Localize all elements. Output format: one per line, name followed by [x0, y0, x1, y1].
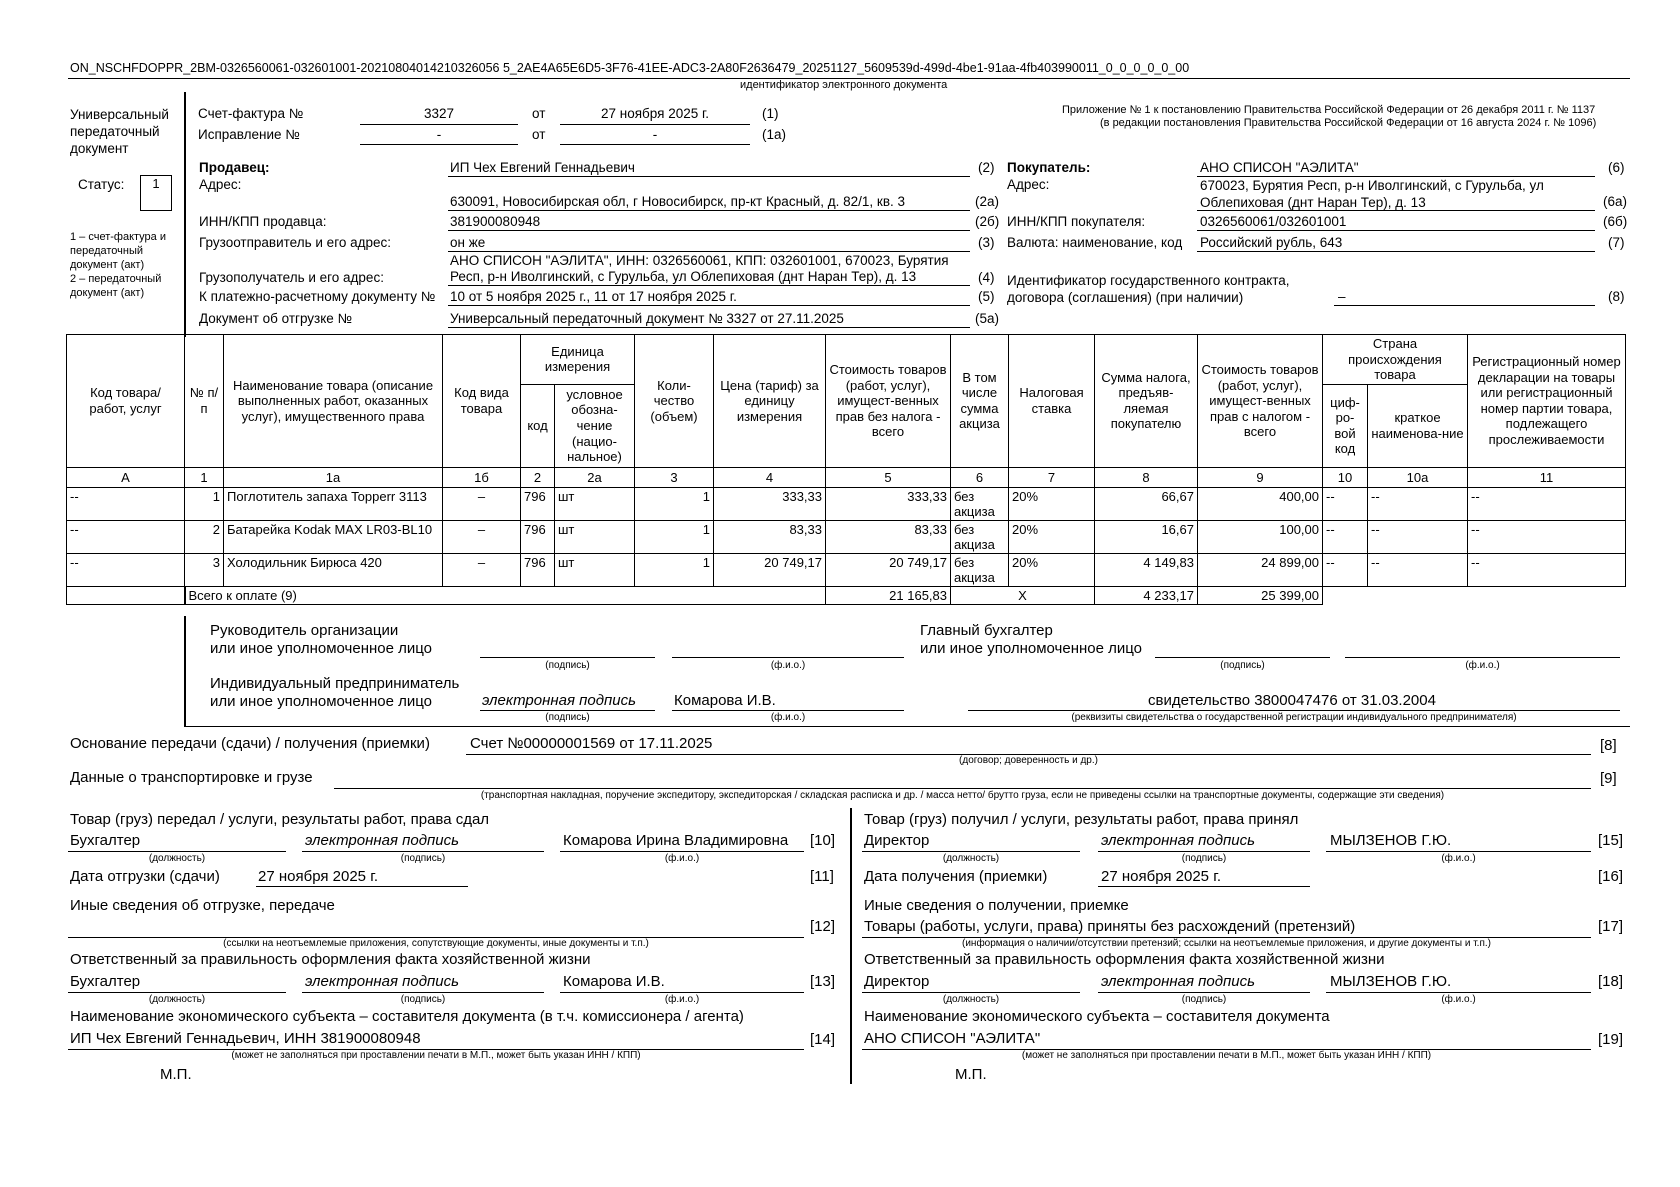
- total-x: X: [951, 586, 1095, 604]
- th-unit: Единица измерения: [521, 335, 635, 385]
- table-row: [67, 487, 1626, 520]
- cell-num: 2: [185, 520, 224, 553]
- transport-code: [9]: [1600, 770, 1617, 787]
- right-entity-hint: (может не заполняться при проставлении печати в М.П., может быть указан ИНН / КПП): [1021, 1050, 1432, 1061]
- other-shipment-label: Иные сведения об отгрузке, передаче: [70, 897, 335, 914]
- th-reg: Регистрационный номер декларации на товары или регистрационный номер партии товара, подлежащего прослеживаемости: [1468, 335, 1626, 468]
- ip-signature: электронная подпись: [482, 692, 637, 709]
- cell-unit-name: шт: [555, 553, 635, 586]
- correction-number: -: [436, 127, 442, 142]
- cell-code: --: [67, 553, 185, 586]
- col-number: 1а: [224, 467, 443, 487]
- buyer-address-label: Адрес:: [1007, 177, 1050, 192]
- seller-inn-label: ИНН/КПП продавца:: [199, 214, 327, 229]
- total-row: [67, 586, 1626, 604]
- left-responsible-position: Бухгалтер: [70, 973, 141, 990]
- left-resp-fio-hint: (ф.и.о.): [664, 994, 700, 1005]
- right-resp-position-hint: (должность): [942, 994, 1000, 1005]
- col-number: 4: [714, 467, 826, 487]
- col-number: 10а: [1368, 467, 1468, 487]
- cell-excise: без акциза: [951, 487, 1009, 520]
- right-responsible-label: Ответственный за правильность оформления факта хозяйственной жизни: [864, 951, 1385, 968]
- ip-fio-hint: (ф.и.о.): [770, 712, 806, 723]
- cell-tax: 66,67: [1095, 487, 1198, 520]
- head-sign-hint: (подпись): [545, 660, 590, 671]
- cell-cost: 20 749,17: [826, 553, 951, 586]
- th-unit-name: условное обозна-чение (нацио-нальное): [555, 384, 635, 467]
- receive-date: 27 ноября 2025 г.: [1101, 868, 1221, 885]
- receive-signature: электронная подпись: [1101, 832, 1256, 849]
- cell-kind: –: [443, 553, 521, 586]
- document-type: Универсальный передаточный документ: [70, 107, 169, 156]
- head-fio-hint: (ф.и.о.): [770, 660, 806, 671]
- col-number: 2: [521, 467, 555, 487]
- other-receive-hint: (информация о наличии/отсутствии претензий; ссылки на неотъемлемые приложения, и другие документы и т.п.): [962, 938, 1491, 949]
- cell-total: 400,00: [1198, 487, 1323, 520]
- other-receive-label: Иные сведения о получении, приемке: [864, 897, 1129, 914]
- document-id: ON_NSCHFDOPPR_2BM-0326560061-032601001-20210804014210326056 5_2AE4A65E6D5-3F76-41EE-ADC3-2A80F2636479_20251127_5609539d-499d-4be1-91aa-4fb403990011_0_0_0_0_0_00: [70, 61, 1190, 75]
- transfer-title: Товар (груз) передал / услуги, результаты работ, права сдал: [70, 811, 490, 828]
- col-number: 11: [1468, 467, 1626, 487]
- cell-unit-code: 796: [521, 487, 555, 520]
- code-11: [11]: [810, 868, 834, 885]
- buyer-address-code: (6а): [1603, 194, 1628, 209]
- seller-name-code: (2): [978, 160, 995, 175]
- shipment-doc-code: (5а): [975, 311, 1000, 326]
- col-number: 7: [1009, 467, 1095, 487]
- basis-label: Основание передачи (сдачи) / получения (приемки): [70, 735, 430, 752]
- ip-certificate-hint: (реквизиты свидетельства о государственной регистрации индивидуального предпринимателя): [1071, 712, 1517, 723]
- left-stamp-place: М.П.: [160, 1066, 192, 1083]
- cell-unit-code: 796: [521, 553, 555, 586]
- cell-unit-name: шт: [555, 520, 635, 553]
- col-number: 5: [826, 467, 951, 487]
- cell-cost: 83,33: [826, 520, 951, 553]
- appendix-line-1: Приложение № 1 к постановлению Правительства Российской Федерации от 26 декабря 2011 г. № 1137: [1062, 104, 1596, 116]
- left-responsible-signature: электронная подпись: [305, 973, 460, 990]
- correction-date: -: [652, 127, 658, 142]
- cell-kind: –: [443, 487, 521, 520]
- receive-position: Директор: [864, 832, 930, 849]
- buyer-inn-label: ИНН/КПП покупателя:: [1007, 214, 1146, 229]
- buyer-name: АНО СПИСОН "АЭЛИТА": [1200, 160, 1359, 175]
- seller-title: Продавец:: [199, 160, 270, 175]
- code-17: [17]: [1598, 918, 1624, 935]
- head-label: Руководитель организации или иное уполномоченное лицо: [210, 622, 433, 657]
- code-12: [12]: [810, 918, 836, 935]
- correction-code: (1а): [762, 127, 787, 142]
- code-15: [15]: [1598, 832, 1624, 849]
- buyer-address: 670023, Бурятия Респ, р-н Иволгинский, с Гурульба, ул Облепиховая (днт Наран Тер), д. 13: [1200, 178, 1544, 210]
- cell-rate: 20%: [1009, 520, 1095, 553]
- cell-cost: 333,33: [826, 487, 951, 520]
- code-18: [18]: [1598, 973, 1624, 990]
- th-excise: В том числе сумма акциза: [951, 335, 1009, 468]
- cell-unit-code: 796: [521, 520, 555, 553]
- seller-address: 630091, Новосибирская обл, г Новосибирск, пр-кт Красный, д. 82/1, кв. 3: [450, 194, 906, 209]
- shipper-label: Грузоотправитель и его адрес:: [199, 235, 391, 250]
- cell-reg: --: [1468, 487, 1626, 520]
- payment-doc-value: 10 от 5 ноября 2025 г., 11 от 17 ноября 2025 г.: [450, 289, 737, 304]
- th-tax: Сумма налога, предъяв-ляемая покупателю: [1095, 335, 1198, 468]
- code-14: [14]: [810, 1031, 836, 1048]
- cell-qty: 1: [635, 553, 714, 586]
- transfer-signature: электронная подпись: [305, 832, 460, 849]
- ip-label: Индивидуальный предприниматель или иное уполномоченное лицо: [210, 675, 460, 710]
- currency-label: Валюта: наименование, код: [1007, 235, 1183, 250]
- transfer-position: Бухгалтер: [70, 832, 141, 849]
- transport-hint: (транспортная накладная, поручение экспедитору, экспедиторская / складская расписка и др. / масса нетто/ брутто груза, если не приведены ссылки на транспортные документы, содержащие эти сведения): [480, 790, 1445, 801]
- cell-code: --: [67, 487, 185, 520]
- right-entity-label: Наименование экономического субъекта – составителя документа: [864, 1008, 1330, 1025]
- transfer-position-hint: (должность): [148, 853, 206, 864]
- cell-excise: без акциза: [951, 520, 1009, 553]
- cell-kind: –: [443, 520, 521, 553]
- receive-title: Товар (груз) получил / услуги, результаты работ, права принял: [864, 811, 1299, 828]
- transfer-fio: Комарова Ирина Владимировна: [563, 832, 789, 849]
- cell-num: 1: [185, 487, 224, 520]
- right-responsible-signature: электронная подпись: [1101, 973, 1256, 990]
- seller-address-label: Адрес:: [199, 177, 242, 192]
- th-unit-code: код: [521, 384, 555, 467]
- cell-rate: 20%: [1009, 487, 1095, 520]
- ip-certificate: свидетельство 3800047476 от 31.03.2004: [1148, 692, 1436, 709]
- accountant-sign-hint: (подпись): [1220, 660, 1265, 671]
- cell-name: Батарейка Kodak MAX LR03-BL10: [224, 520, 443, 553]
- cell-total: 24 899,00: [1198, 553, 1323, 586]
- receive-sign-hint: (подпись): [1181, 853, 1227, 864]
- receive-position-hint: (должность): [942, 853, 1000, 864]
- col-number: 9: [1198, 467, 1323, 487]
- contract-value: –: [1338, 289, 1346, 304]
- currency-value: Российский рубль, 643: [1200, 235, 1343, 250]
- cell-country-name: --: [1368, 520, 1468, 553]
- other-shipment-hint: (ссылки на неотъемлемые приложения, сопутствующие документы, иные документы и т.п.): [223, 938, 649, 949]
- goods-table: [66, 334, 1626, 605]
- right-resp-fio-hint: (ф.и.о.): [1441, 994, 1476, 1005]
- table-row: [67, 520, 1626, 553]
- shipment-date: 27 ноября 2025 г.: [258, 868, 378, 885]
- status-label: Статус:: [78, 177, 125, 192]
- document-id-caption: идентификатор электронного документа: [740, 79, 948, 91]
- cell-country-name: --: [1368, 487, 1468, 520]
- cell-country-code: --: [1323, 553, 1368, 586]
- left-entity-hint: (может не заполняться при проставлении печати в М.П., может быть указан ИНН / КПП): [231, 1050, 641, 1061]
- seller-inn: 381900080948: [450, 214, 541, 229]
- contract-label: Идентификатор государственного контракта, договора (соглашения) (при наличии): [1007, 273, 1290, 305]
- ip-fio: Комарова И.В.: [674, 692, 776, 709]
- appendix-line-2: (в редакции постановления Правительства Российской Федерации от 16 августа 2024 г. № 1096): [1100, 117, 1597, 129]
- consignee-code: (4): [978, 270, 995, 285]
- basis-value: Счет №00000001569 от 17.11.2025: [470, 735, 713, 752]
- total-cost: 21 165,83: [826, 586, 951, 604]
- code-16: [16]: [1598, 868, 1624, 885]
- cell-code: --: [67, 520, 185, 553]
- receive-fio-hint: (ф.и.о.): [1441, 853, 1476, 864]
- code-10: [10]: [810, 832, 836, 849]
- total-label: Всего к оплате (9): [185, 586, 826, 604]
- right-entity: АНО СПИСОН "АЭЛИТА": [864, 1030, 1041, 1047]
- cell-reg: --: [1468, 553, 1626, 586]
- col-number: 1: [185, 467, 224, 487]
- invoice-code: (1): [762, 106, 779, 121]
- cell-tax: 16,67: [1095, 520, 1198, 553]
- cell-rate: 20%: [1009, 553, 1095, 586]
- seller-inn-code: (2б): [975, 214, 1000, 229]
- receive-date-label: Дата получения (приемки): [864, 868, 1048, 885]
- buyer-inn-code: (6б): [1603, 214, 1628, 229]
- shipper-value: он же: [450, 235, 486, 250]
- th-code: Код товара/ работ, услуг: [67, 335, 185, 468]
- right-resp-sign-hint: (подпись): [1181, 994, 1227, 1005]
- left-resp-sign-hint: (подпись): [400, 994, 446, 1005]
- cell-price: 83,33: [714, 520, 826, 553]
- th-num: № п/п: [185, 335, 224, 468]
- cell-excise: без акциза: [951, 553, 1009, 586]
- shipment-date-label: Дата отгрузки (сдачи): [70, 868, 220, 885]
- cell-total: 100,00: [1198, 520, 1323, 553]
- col-number: 8: [1095, 467, 1198, 487]
- cell-reg: --: [1468, 520, 1626, 553]
- seller-address-code: (2а): [975, 194, 1000, 209]
- col-number: 10: [1323, 467, 1368, 487]
- cell-country-code: --: [1323, 520, 1368, 553]
- shipper-code: (3): [978, 235, 995, 250]
- right-responsible-fio: МЫЛЗЕНОВ Г.Ю.: [1330, 973, 1452, 990]
- shipment-doc-label: Документ об отгрузке №: [199, 311, 353, 326]
- th-cost: Стоимость товаров (работ, услуг), имущест-венных прав без налога - всего: [826, 335, 951, 468]
- right-responsible-position: Директор: [864, 973, 930, 990]
- total-tax: 4 233,17: [1095, 586, 1198, 604]
- table-row: [67, 553, 1626, 586]
- cell-num: 3: [185, 553, 224, 586]
- status-box: 1: [140, 175, 172, 211]
- invoice-label: Счет-фактура №: [198, 106, 304, 121]
- currency-code: (7): [1608, 235, 1625, 250]
- cell-tax: 4 149,83: [1095, 553, 1198, 586]
- cell-qty: 1: [635, 520, 714, 553]
- cell-unit-name: шт: [555, 487, 635, 520]
- th-qty: Коли-чество (объем): [635, 335, 714, 468]
- receive-fio: МЫЛЗЕНОВ Г.Ю.: [1330, 832, 1452, 849]
- th-country-code: циф-ро-вой код: [1323, 384, 1368, 467]
- ip-sign-hint: (подпись): [545, 712, 590, 723]
- invoice-date: 27 ноября 2025 г.: [601, 106, 709, 121]
- other-receive-value: Товары (работы, услуги, права) приняты без расхождений (претензий): [864, 918, 1356, 935]
- left-entity: ИП Чех Евгений Геннадьевич, ИНН 381900080948: [70, 1030, 421, 1047]
- left-entity-label: Наименование экономического субъекта – составителя документа (в т.ч. комиссионера / агента): [70, 1008, 744, 1025]
- code-13: [13]: [810, 973, 836, 990]
- col-number: А: [67, 467, 185, 487]
- col-number: 3: [635, 467, 714, 487]
- cell-country-code: --: [1323, 487, 1368, 520]
- buyer-title: Покупатель:: [1007, 160, 1091, 175]
- payment-doc-code: (5): [978, 289, 995, 304]
- left-resp-position-hint: (должность): [148, 994, 206, 1005]
- cell-name: Поглотитель запаха Topperr 3113: [224, 487, 443, 520]
- correction-label: Исправление №: [198, 127, 300, 142]
- col-number: 6: [951, 467, 1009, 487]
- cell-price: 20 749,17: [714, 553, 826, 586]
- code-19: [19]: [1598, 1031, 1624, 1048]
- cell-name: Холодильник Бирюса 420: [224, 553, 443, 586]
- invoice-from: от: [532, 106, 546, 121]
- contract-code: (8): [1608, 289, 1625, 304]
- buyer-name-code: (6): [1608, 160, 1625, 175]
- th-total: Стоимость товаров (работ, услуг), имущест-венных прав с налогом - всего: [1198, 335, 1323, 468]
- col-number: 1б: [443, 467, 521, 487]
- cell-qty: 1: [635, 487, 714, 520]
- consignee-value: АНО СПИСОН "АЭЛИТА", ИНН: 0326560061, КПП: 032601001, 670023, Бурятия Респ, р-н Иволгинский, с Гурульба, ул Облепиховая (днт Наран Тер), д. 13: [450, 253, 949, 284]
- buyer-inn: 0326560061/032601001: [1200, 214, 1347, 229]
- left-responsible-fio: Комарова И.В.: [563, 973, 665, 990]
- basis-code: [8]: [1600, 737, 1617, 754]
- cell-price: 333,33: [714, 487, 826, 520]
- transfer-fio-hint: (ф.и.о.): [664, 853, 700, 864]
- chief-accountant-label: Главный бухгалтер или иное уполномоченное лицо: [920, 622, 1143, 657]
- column-numbers-row: [67, 467, 1626, 487]
- shipment-doc-value: Универсальный передаточный документ № 3327 от 27.11.2025: [450, 311, 844, 326]
- th-kind: Код вида товара: [443, 335, 521, 468]
- left-responsible-label: Ответственный за правильность оформления факта хозяйственной жизни: [70, 951, 591, 968]
- th-rate: Налоговая ставка: [1009, 335, 1095, 468]
- transfer-sign-hint: (подпись): [400, 853, 446, 864]
- th-name: Наименование товара (описание выполненных работ, оказанных услуг), имущественного права: [224, 335, 443, 468]
- invoice-number: 3327: [423, 106, 455, 121]
- status-note: 1 – счет-фактура и передаточный документ (акт) 2 – передаточный документ (акт): [70, 231, 166, 299]
- right-stamp-place: М.П.: [955, 1066, 987, 1083]
- col-number: 2а: [555, 467, 635, 487]
- basis-hint: (договор; доверенность и др.): [959, 755, 1098, 766]
- correction-from: от: [532, 127, 546, 142]
- consignee-label: Грузополучатель и его адрес:: [199, 270, 384, 285]
- th-country-name: краткое наименова-ние: [1368, 384, 1468, 467]
- cell-country-name: --: [1368, 553, 1468, 586]
- seller-name: ИП Чех Евгений Геннадьевич: [450, 160, 635, 175]
- th-country: Страна происхождения товара: [1323, 335, 1468, 385]
- transport-label: Данные о транспортировке и грузе: [70, 769, 313, 786]
- payment-doc-label: К платежно-расчетному документу №: [199, 289, 436, 304]
- th-price: Цена (тариф) за единицу измерения: [714, 335, 826, 468]
- total-sum: 25 399,00: [1198, 586, 1323, 604]
- accountant-fio-hint: (ф.и.о.): [1465, 660, 1500, 671]
